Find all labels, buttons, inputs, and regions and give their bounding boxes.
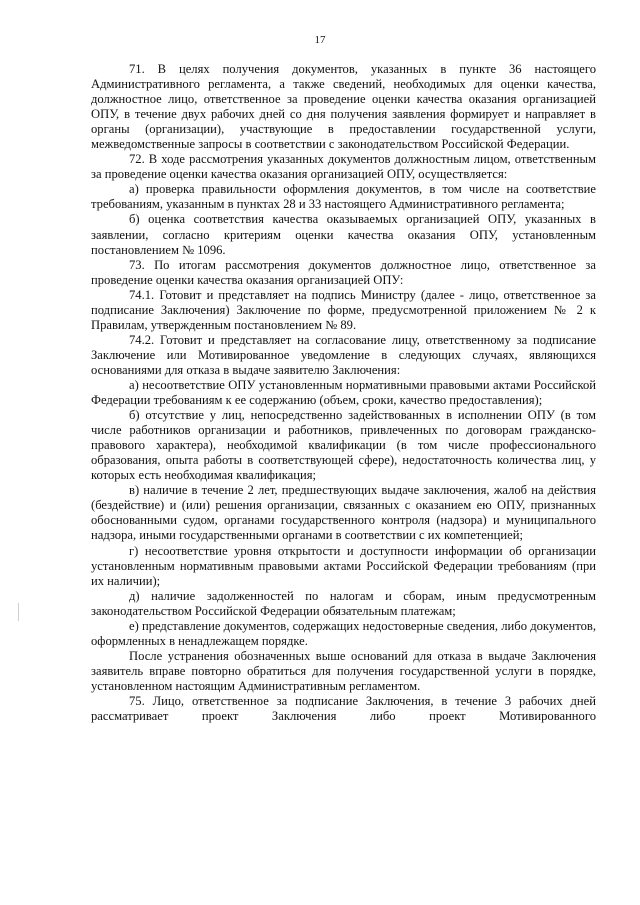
paragraph-74-2-e: е) представление документов, содержащих недостоверные сведения, либо документов, оформленных в ненадлежащем порядке.: [91, 618, 596, 648]
paragraph-74-2-d: д) наличие задолженностей по налогам и сборам, иным предусмотренным законодательством Российской Федерации обязательным платежам;: [91, 588, 596, 618]
paragraph-74-1: 74.1. Готовит и представляет на подпись Министру (далее - лицо, ответственное за подписание Заключения) Заключение по форме, предусмотренной приложением № 2 к Правилам, утвержденным постановлением № 89.: [91, 287, 596, 332]
paragraph-74-2-g: г) несоответствие уровня открытости и доступности информации об организации установленным нормативным правовыми актами Российской Федерации требованиям (при их наличии);: [91, 543, 596, 588]
paragraph-74-2-v: в) наличие в течение 2 лет, предшествующих выдаче заключения, жалоб на действия (бездействие) и (или) решения организации, связанных с оказанием ею ОПУ, признанных обоснованными судом, органами государственного контроля (надзора) и муниципального надзора, иными государственными органами в соответствии с их компетенцией;: [91, 483, 596, 543]
paragraph-74-2: 74.2. Готовит и представляет на согласование лицу, ответственному за подписание Заключение или Мотивированное уведомление в следующих случаях, являющихся основаниями для отказа в выдаче заявителю Заключения:: [91, 332, 596, 377]
paragraph-71: 71. В целях получения документов, указанных в пункте 36 настоящего Административного регламента, а также сведений, необходимых для оценки качества, должностное лицо, ответственное за проведение оценки качества оказания организацией ОПУ, в течение двух рабочих дней со дня получения заявления формирует и направляет в органы (организации), участвующие в предоставлении государственной услуги, межведомственные запросы в соответствии с законодательством Российской Федерации.: [91, 62, 596, 152]
scan-margin-mark: [18, 603, 19, 621]
paragraph-73: 73. По итогам рассмотрения документов должностное лицо, ответственное за проведение оценки качества оказания организацией ОПУ:: [91, 257, 596, 287]
page-number: 17: [314, 34, 326, 46]
paragraph-72-a: а) проверка правильности оформления документов, в том числе на соответствие требованиям, указанным в пунктах 28 и 33 настоящего Административного регламента;: [91, 182, 596, 212]
paragraph-72-b: б) оценка соответствия качества оказываемых организацией ОПУ, указанных в заявлении, согласно критериям оценки качества оказания ОПУ, установленным постановлением № 1096.: [91, 212, 596, 257]
document-body: [91, 62, 596, 724]
paragraph-after-removal: После устранения обозначенных выше оснований для отказа в выдаче Заключения заявитель вправе повторно обратиться для получения государственной услуги в порядке, установленном настоящим Административным регламентом.: [91, 648, 596, 693]
paragraph-74-2-b: б) отсутствие у лиц, непосредственно задействованных в исполнении ОПУ (в том числе работников организации и работников, привлеченных по договорам гражданско-правового характера), необходимой квалификации (в том числе профессионального образования, опыта работы в соответствующей сфере), недостаточность количества лиц, у которых есть необходимая квалификация;: [91, 408, 596, 483]
paragraph-74-2-a: а) несоответствие ОПУ установленным нормативными правовыми актами Российской Федерации требованиям к ее содержанию (объем, сроки, качество предоставления);: [91, 377, 596, 408]
paragraph-72: 72. В ходе рассмотрения указанных документов должностным лицом, ответственным за проведение оценки качества оказания организацией ОПУ, осуществляется:: [91, 152, 596, 182]
paragraph-75: 75. Лицо, ответственное за подписание Заключения, в течение 3 рабочих дней рассматривает проект Заключения либо проект Мотивированного: [91, 693, 596, 724]
